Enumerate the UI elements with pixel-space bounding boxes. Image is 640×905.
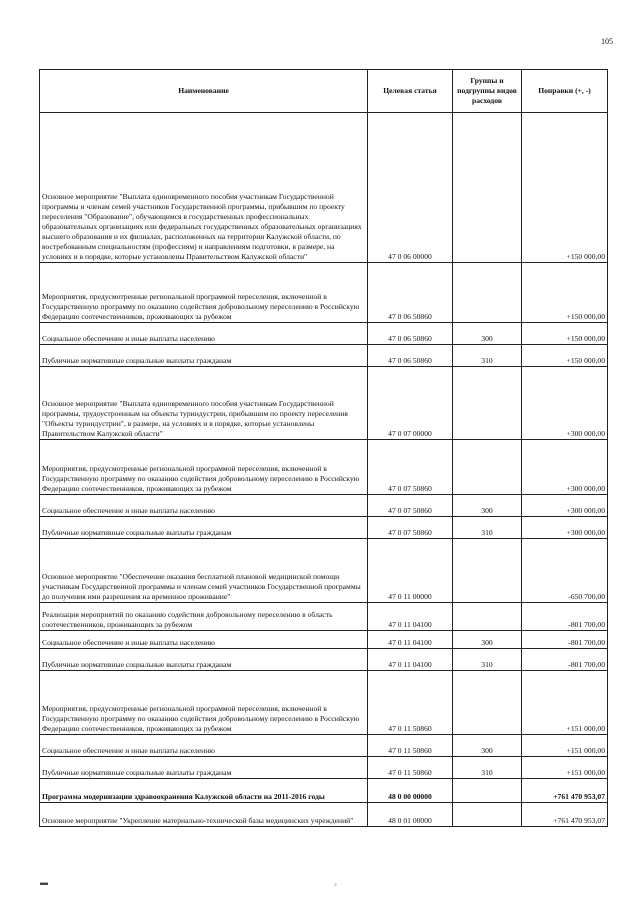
table-row [40, 263, 608, 323]
row-amendment-amount: +150 000,00 [522, 345, 608, 367]
row-name: Социальное обеспечение и иные выплаты населению [40, 735, 368, 757]
row-target-article: 48 0 01 00000 [368, 803, 453, 827]
row-expense-group: 300 [453, 323, 522, 345]
scan-mark: ▬ [40, 878, 48, 887]
row-target-article: 47 0 11 04100 [368, 631, 453, 649]
row-target-article: 47 0 06 00000 [368, 113, 453, 263]
table-row [40, 757, 608, 779]
row-name: Основное мероприятие "Обеспечение оказания бесплатной плановой медицинской помощи участникам Государственной программы и членам семей участников Государственной программы до получения ими разрешения на временное проживание" [40, 539, 368, 603]
page-number: 105 [601, 37, 613, 46]
row-target-article: 47 0 11 00000 [368, 539, 453, 603]
row-expense-group: 300 [453, 495, 522, 517]
row-expense-group: 300 [453, 735, 522, 757]
row-expense-group: 300 [453, 631, 522, 649]
row-amendment-amount: +300 000,00 [522, 440, 608, 495]
row-name: Социальное обеспечение и иные выплаты населению [40, 495, 368, 517]
row-name: Основное мероприятие "Укрепление материально-технической базы медицинских учреждений" [40, 803, 368, 827]
table-header-row [40, 70, 608, 113]
row-target-article: 47 0 11 50860 [368, 671, 453, 735]
row-target-article: 47 0 11 50860 [368, 735, 453, 757]
row-target-article: 47 0 11 04100 [368, 649, 453, 671]
row-amendment-amount: +761 470 953,07 [522, 803, 608, 827]
table-row [40, 517, 608, 539]
row-amendment-amount: +151 000,00 [522, 735, 608, 757]
row-expense-group [453, 113, 522, 263]
table-row [40, 803, 608, 827]
row-expense-group [453, 440, 522, 495]
table-row [40, 735, 608, 757]
row-name: Публичные нормативные социальные выплаты гражданам [40, 517, 368, 539]
header-target-article: Целевая статья [368, 70, 453, 113]
row-amendment-amount: +300 000,00 [522, 517, 608, 539]
row-name: Публичные нормативные социальные выплаты гражданам [40, 345, 368, 367]
row-target-article: 47 0 06 50860 [368, 323, 453, 345]
row-amendment-amount: -801 700,00 [522, 603, 608, 631]
scan-mark: ◦ [334, 880, 337, 889]
row-expense-group: 310 [453, 649, 522, 671]
row-name: Мероприятия, предусмотренные региональной программой переселения, включенной в Государственную программу по оказанию содействия добровольному переселению в Российскую Федерацию соотечественников, проживающих за рубежом [40, 440, 368, 495]
row-amendment-amount: -801 700,00 [522, 631, 608, 649]
row-target-article: 47 0 06 50860 [368, 345, 453, 367]
header-amendments: Поправки (+, -) [522, 70, 608, 113]
table-row [40, 440, 608, 495]
row-target-article: 47 0 11 04100 [368, 603, 453, 631]
row-amendment-amount: +150 000,00 [522, 323, 608, 345]
row-expense-group [453, 367, 522, 440]
table-row [40, 113, 608, 263]
header-name: Наименование [40, 70, 368, 113]
row-amendment-amount: +761 470 953,07 [522, 779, 608, 803]
row-amendment-amount: +300 000,00 [522, 367, 608, 440]
row-amendment-amount: +151 000,00 [522, 757, 608, 779]
row-target-article: 48 0 00 00000 [368, 779, 453, 803]
table-row [40, 671, 608, 735]
row-target-article: 47 0 07 50860 [368, 495, 453, 517]
row-target-article: 47 0 07 50860 [368, 517, 453, 539]
row-expense-group [453, 539, 522, 603]
table-row [40, 323, 608, 345]
budget-amendments-table [39, 69, 608, 827]
row-name: Социальное обеспечение и иные выплаты населению [40, 323, 368, 345]
table-row [40, 631, 608, 649]
row-target-article: 47 0 11 50860 [368, 757, 453, 779]
row-name: Публичные нормативные социальные выплаты гражданам [40, 757, 368, 779]
row-target-article: 47 0 06 50860 [368, 263, 453, 323]
row-name: Социальное обеспечение и иные выплаты населению [40, 631, 368, 649]
row-expense-group [453, 671, 522, 735]
table-row [40, 649, 608, 671]
row-amendment-amount: +300 000,00 [522, 495, 608, 517]
table-row [40, 779, 608, 803]
row-amendment-amount: +151 000,00 [522, 671, 608, 735]
row-amendment-amount: +150 000,00 [522, 113, 608, 263]
row-name: Публичные нормативные социальные выплаты гражданам [40, 649, 368, 671]
row-expense-group [453, 263, 522, 323]
row-expense-group: 310 [453, 517, 522, 539]
row-expense-group [453, 603, 522, 631]
row-name: Основное мероприятие "Выплата единовременного пособия участникам Государственной программы, трудоустроенным на объекты туриндустрии, прибывшим по проекту переселения "Объекты туриндустрии", в размере, на условиях и в порядке, которые установлены Правительством Калужской области" [40, 367, 368, 440]
row-target-article: 47 0 07 50860 [368, 440, 453, 495]
table-row [40, 539, 608, 603]
header-expense-group: Группы и подгруппы видов расходов [453, 70, 522, 113]
table-row [40, 603, 608, 631]
row-amendment-amount: -650 700,00 [522, 539, 608, 603]
row-expense-group: 310 [453, 757, 522, 779]
row-name: Основное мероприятие "Выплата единовременного пособия участникам Государственной программы и членам семей участников Государственной программы, прибывшим по проекту переселения "Образование", обучающимся в государственных профессиональных образовательных организациях или федеральных государственных образовательных организациях высшего образования и их филиалах, расположенных на территории Калужской области, по востребованным специальностям (профессиям) и направлениям подготовки, в размере, на условиях и в порядке, которые установлены Правительством Калужской области" [40, 113, 368, 263]
table-row [40, 495, 608, 517]
table-row [40, 367, 608, 440]
row-expense-group: 310 [453, 345, 522, 367]
row-name: Реализация мероприятий по оказанию содействия добровольному переселению в область соотечественников, проживающих за рубежом [40, 603, 368, 631]
row-name: Мероприятия, предусмотренные региональной программой переселения, включенной в Государственную программу по оказанию содействия добровольному переселению в Российскую Федерацию соотечественников, проживающих за рубежом [40, 671, 368, 735]
row-amendment-amount: -801 700,00 [522, 649, 608, 671]
table-row [40, 345, 608, 367]
row-name: Программа модернизации здравоохранения Калужской области на 2011-2016 годы [40, 779, 368, 803]
row-amendment-amount: +150 000,00 [522, 263, 608, 323]
row-expense-group [453, 779, 522, 803]
row-expense-group [453, 803, 522, 827]
row-name: Мероприятия, предусмотренные региональной программой переселения, включенной в Государственную программу по оказанию содействия добровольному переселению в Российскую Федерацию соотечественников, проживающих за рубежом [40, 263, 368, 323]
row-target-article: 47 0 07 00000 [368, 367, 453, 440]
